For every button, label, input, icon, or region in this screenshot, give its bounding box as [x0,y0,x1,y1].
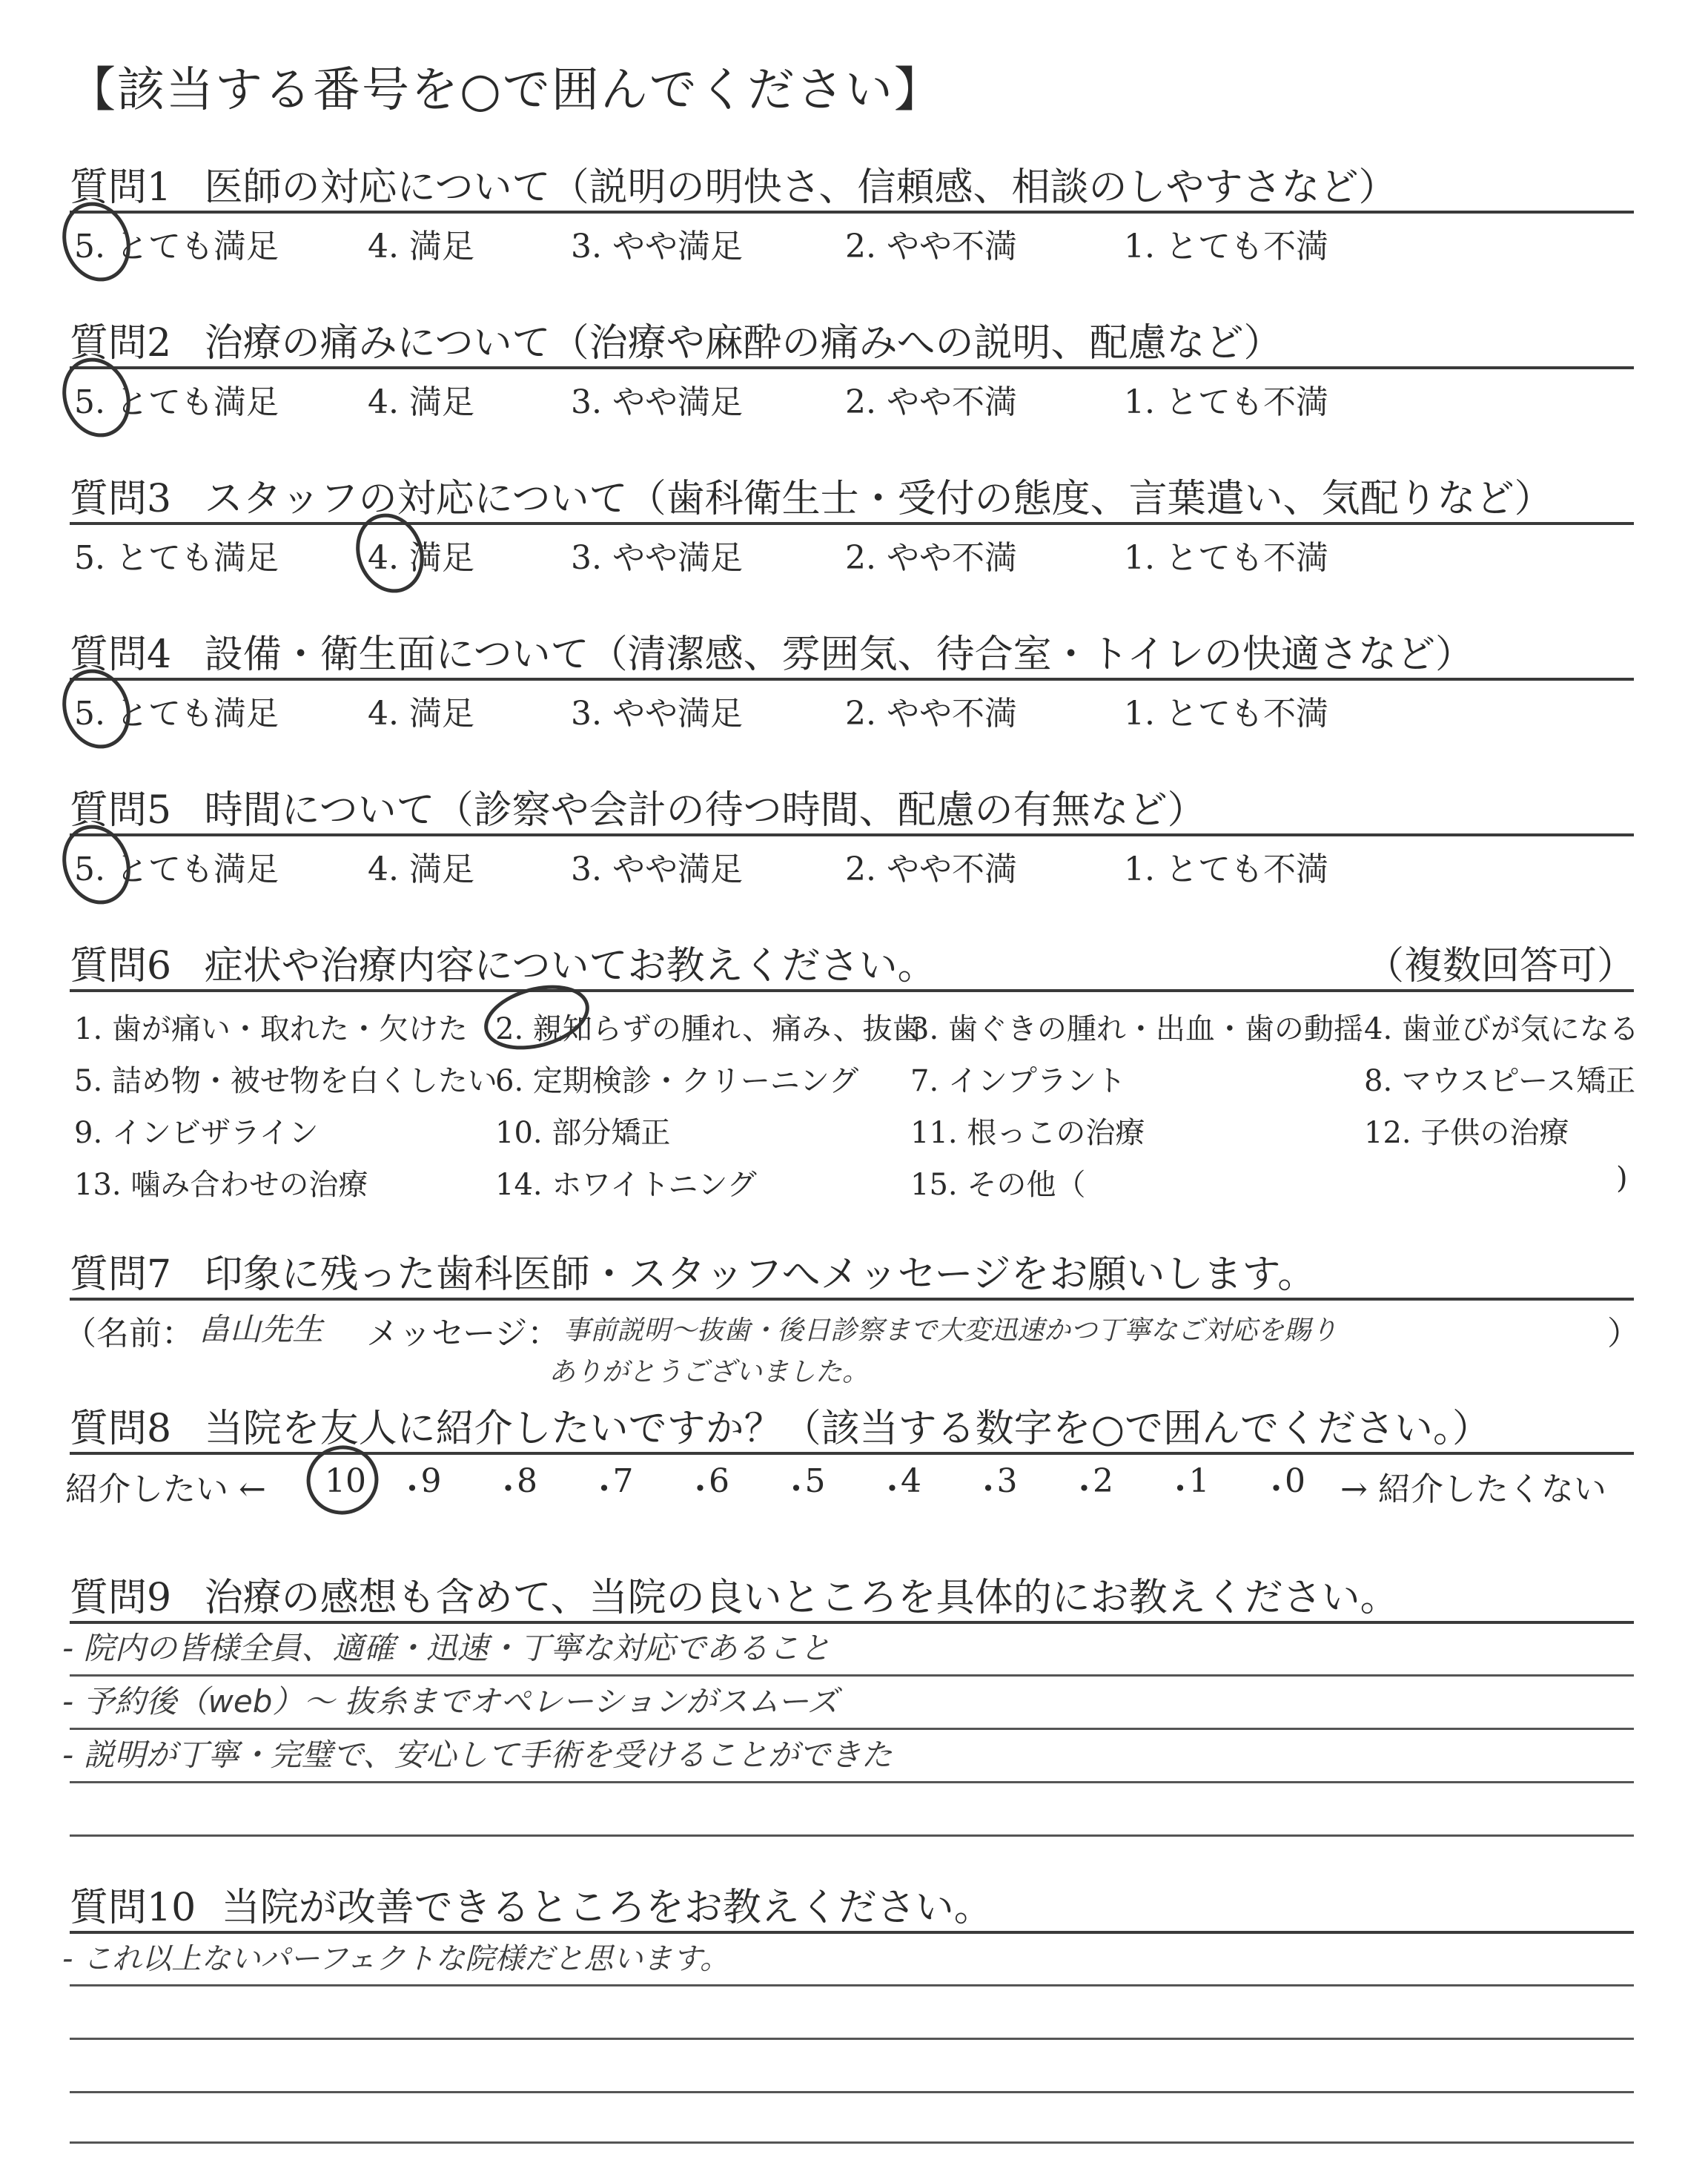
rating-option[interactable]: 4. 満足 [368,539,474,577]
question-label: 質問9 [70,1576,172,1620]
rating-option[interactable]: 1. とても不満 [1124,851,1328,888]
question-text: 印象に残った歯科医師・スタッフへメッセージをお願いします。 [204,1252,1317,1297]
rating-option[interactable]: 3. やや満足 [571,695,743,733]
answer-text: - 予約後（web）〜 抜糸までオペレーションがスムーズ [62,1683,838,1720]
rating-option[interactable]: 1. とても不満 [1124,228,1328,265]
rating-option[interactable]: 2. やや不満 [845,851,1017,888]
multiple-answers-note: （複数回答可） [1366,944,1636,988]
scale-separator: ・ [875,1470,909,1508]
symptom-option: 12. 子供の治療 [1364,1116,1569,1150]
symptom-option: 9. インビザライン [74,1116,319,1150]
question-text: 症状や治療内容についてお教えください。 [204,944,936,988]
rating-option[interactable]: 5. とても満足 [74,383,279,421]
scale-number[interactable]: 9 [420,1462,442,1500]
question-label: 質問1 [70,165,172,210]
selection-circle [303,1442,382,1519]
rating-option[interactable]: 2. やや不満 [845,695,1017,733]
selection-circle [54,662,139,756]
page-title: 【該当する番号を○で囲んでください】 [68,63,943,118]
scale-separator: ・ [396,1470,428,1508]
selection-circle [480,977,595,1058]
rating-option[interactable]: 3. やや満足 [571,228,743,265]
symptom-option: 7. インプラント [910,1064,1126,1098]
symptom-option: 1. 歯が痛い・取れた・欠けた [74,1012,468,1046]
question-text: 治療の感想も含めて、当院の良いところを具体的にお教えください。 [204,1576,1399,1620]
question-label: 質問5 [70,788,172,833]
question-text: 設備・衛生面について（清潔感、雰囲気、待合室・トイレの快適さなど） [204,633,1474,677]
message-label: メッセージ： [366,1315,560,1353]
scale-separator: ・ [588,1470,620,1508]
symptom-option: 11. 根っこの治療 [910,1116,1145,1150]
scale-number[interactable]: 0 [1285,1462,1305,1500]
not-recommend-label: → 紹介したくない [1340,1470,1606,1508]
question-text: 治療の痛みについて（治療や麻酔の痛みへの説明、配慮など） [204,321,1282,366]
rating-option[interactable]: 5. とても満足 [74,228,279,265]
rating-option[interactable]: 5. とても満足 [74,539,279,577]
name-value: 畠山先生 [199,1311,324,1347]
name-label: （名前： [64,1315,194,1353]
selection-circle [348,506,433,600]
rating-option[interactable]: 3. やや満足 [571,851,743,888]
scale-separator: ・ [1068,1470,1101,1508]
symptom-option: 15. その他（ [910,1168,1086,1202]
symptom-option: 4. 歯並びが気になる [1364,1012,1639,1046]
symptom-option: 14. ホワイトニング [495,1168,757,1202]
question-text: スタッフの対応について（歯科衛生士・受付の態度、言葉遣い、気配りなど） [204,477,1553,521]
scale-separator: ・ [683,1470,717,1508]
selection-circle [54,818,139,911]
question-label: 質問2 [70,321,172,366]
symptom-option: 10. 部分矯正 [495,1116,671,1150]
answer-text: - 説明が丁寧・完璧で、安心して手術を受けることができた [62,1737,893,1773]
rating-option[interactable]: 4. 満足 [368,383,474,421]
answer-text: - 院内の皆様全員、適確・迅速・丁寧な対応であること [62,1630,831,1666]
rating-option[interactable]: 2. やや不満 [845,539,1017,577]
rating-option[interactable]: 5. とても満足 [74,695,279,733]
scale-separator: ・ [1260,1470,1293,1508]
scale-number[interactable]: 3 [996,1462,1018,1500]
recommend-label: 紹介したい ← [65,1470,266,1508]
rating-option[interactable]: 4. 満足 [368,228,474,265]
symptom-option: 5. 詰め物・被せ物を白くしたい [74,1064,497,1098]
rating-option[interactable]: 4. 満足 [368,695,474,733]
scale-number[interactable]: 8 [517,1462,537,1500]
scale-separator: ・ [1164,1470,1196,1508]
selection-circle [54,195,139,288]
scale-number[interactable]: 10 [325,1462,366,1500]
symptom-option: 2. 親知らずの腫れ、痛み、抜歯 [495,1012,922,1046]
scale-number[interactable]: 5 [804,1462,826,1500]
other-close-paren: ) [1616,1161,1628,1195]
question-label: 質問3 [70,477,172,521]
scale-separator: ・ [972,1470,1004,1508]
question-text: 医師の対応について（説明の明快さ、信頼感、相談のしやすさなど） [204,165,1397,210]
question-label: 質問7 [70,1252,172,1297]
rating-option[interactable]: 2. やや不満 [845,383,1017,421]
scale-number[interactable]: 1 [1188,1462,1210,1500]
symptom-option: 13. 噛み合わせの治療 [74,1168,368,1202]
rating-option[interactable]: 1. とても不満 [1124,383,1328,421]
rating-option[interactable]: 1. とても不満 [1124,539,1328,577]
rating-option[interactable]: 5. とても満足 [74,851,279,888]
question-label: 質問8 [70,1407,172,1451]
message-close-paren: ） [1607,1315,1640,1353]
question-text: 当院を友人に紹介したいですか？（該当する数字を○で囲んでください。） [204,1407,1491,1451]
scale-number[interactable]: 7 [612,1462,634,1500]
scale-number[interactable]: 4 [901,1462,921,1500]
scale-separator: ・ [491,1470,525,1508]
rating-option[interactable]: 1. とても不満 [1124,695,1328,733]
scale-number[interactable]: 2 [1093,1462,1113,1500]
selection-circle [54,351,139,444]
symptom-option: 3. 歯ぐきの腫れ・出血・歯の動揺 [910,1012,1363,1046]
message-line-2: ありがとうございました。 [549,1357,870,1387]
question-label: 質問4 [70,633,172,677]
rating-option[interactable]: 3. やや満足 [571,539,743,577]
scale-number[interactable]: 6 [709,1462,729,1500]
rating-option[interactable]: 4. 満足 [368,851,474,888]
question-label: 質問6 [70,944,172,988]
question-text: 当院が改善できるところをお教えください。 [221,1886,993,1930]
question-label: 質問10 [70,1886,196,1930]
message-line-1: 事前説明〜抜歯・後日診察まで大変迅速かつ丁寧なご対応を賜り [563,1315,1338,1346]
symptom-option: 6. 定期検診・クリーニング [495,1064,859,1098]
answer-text: - これ以上ないパーフェクトな院様だと思います。 [62,1942,729,1976]
scale-separator: ・ [780,1470,812,1508]
question-text: 時間について（診察や会計の待つ時間、配慮の有無など） [204,788,1206,833]
rating-option[interactable]: 2. やや不満 [845,228,1017,265]
rating-option[interactable]: 3. やや満足 [571,383,743,421]
symptom-option: 8. マウスピース矯正 [1364,1064,1636,1098]
